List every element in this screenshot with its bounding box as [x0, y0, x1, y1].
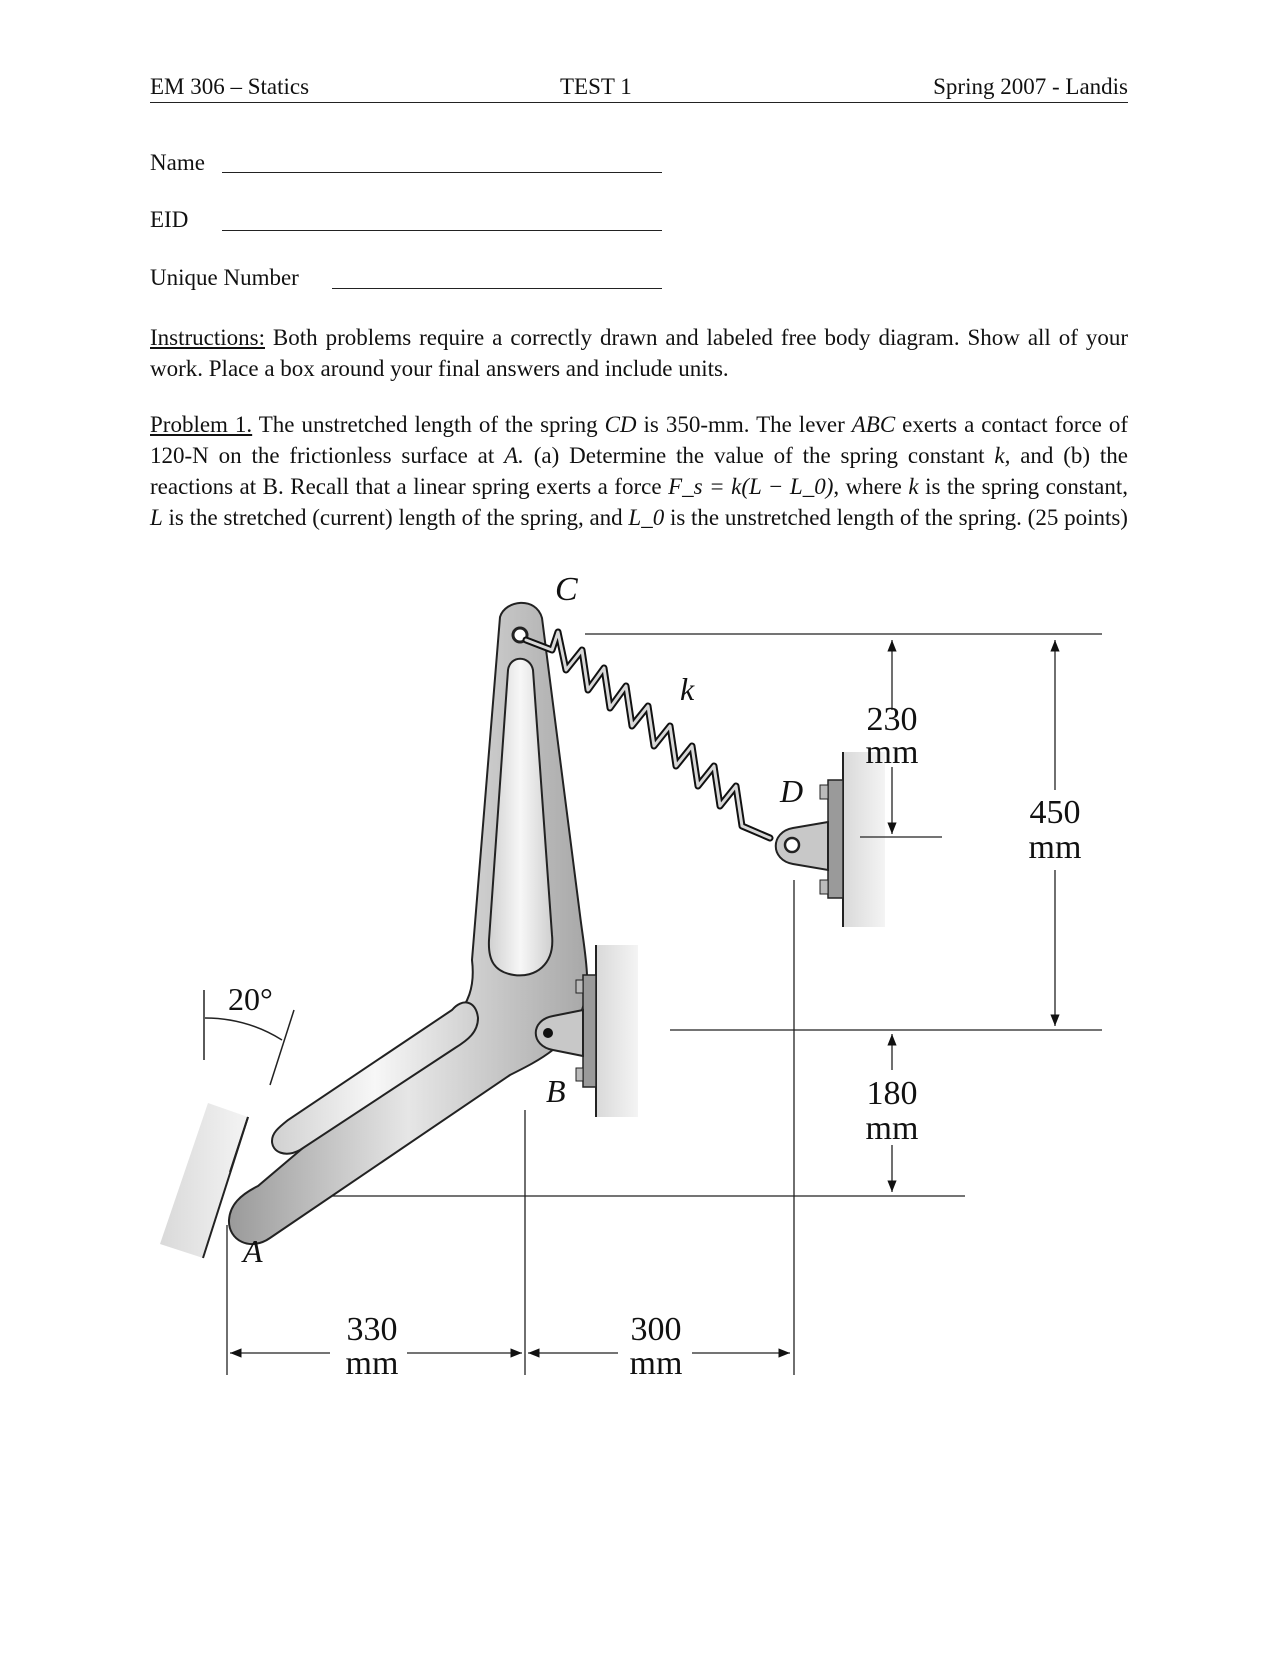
k-ref-2: k	[908, 474, 919, 499]
plate-b	[583, 975, 596, 1087]
label-spring-k: k	[680, 671, 695, 707]
problem-text-8: is the stretched (current) length of the spring, and	[162, 505, 629, 530]
point-a-ref: A.	[504, 443, 524, 468]
dim-330-value: 330	[346, 1311, 398, 1348]
course-title: EM 306 – Statics	[150, 74, 310, 99]
term-label: Spring 2007 - Landis	[933, 74, 1128, 99]
problem-text-2: is 350-mm. The lever	[636, 412, 852, 437]
label-point-b: B	[546, 1073, 566, 1109]
l-ref: L	[150, 505, 163, 530]
dim-230-value: 230	[866, 701, 918, 738]
pin-b	[543, 1028, 553, 1038]
problem-text-6: , where	[833, 474, 909, 499]
dim-230-unit: mm	[865, 734, 919, 771]
eid-label: EID	[150, 207, 189, 232]
dim-300-unit: mm	[629, 1345, 683, 1382]
dim-180-value: 180	[866, 1075, 918, 1112]
label-angle: 20°	[228, 981, 273, 1017]
dim-450-unit: mm	[1028, 829, 1082, 866]
wall-b	[596, 945, 638, 1117]
instructions-text: Both problems require a correctly drawn and labeled free body diagram. Show all of your work. Place a box around your final answers and include units.	[150, 325, 1128, 381]
dim-300-value: 300	[630, 1311, 682, 1348]
unique-number-label: Unique Number	[150, 265, 299, 290]
bracket-d	[776, 822, 828, 870]
dim-180-unit: mm	[865, 1110, 919, 1147]
label-point-c: C	[555, 571, 578, 608]
problem-text-5: and (b) the reactions at B. Recall that a linear spring exerts a force	[150, 443, 1129, 499]
lever-abc	[229, 603, 587, 1244]
label-point-a: A	[243, 1233, 263, 1269]
label-point-d: D	[780, 773, 804, 809]
dimension-lines	[227, 634, 1102, 1375]
k-ref-1: k,	[994, 443, 1011, 468]
l0-ref: L_0	[628, 505, 665, 530]
plate-d	[828, 780, 843, 898]
test-title: TEST 1	[560, 74, 632, 99]
problem-text-4: (a) Determine the value of the spring constant	[523, 443, 995, 468]
spring-formula: F_s = k(L − L_0)	[668, 474, 834, 499]
instructions-label: Instructions:	[150, 325, 265, 350]
name-label: Name	[150, 150, 205, 175]
spring-name: CD	[604, 412, 637, 437]
problem-text-9: is the unstretched length of the spring. (25 points)	[664, 505, 1128, 530]
wall-d	[843, 752, 885, 927]
dim-450-value: 450	[1029, 794, 1081, 831]
problem-text-1: The unstretched length of the spring	[252, 412, 605, 437]
problem-text-3: exerts a contact force of 120-N on the frictionless surface at	[150, 412, 1128, 468]
lever-name: ABC	[851, 412, 896, 437]
dim-330-unit: mm	[345, 1345, 399, 1382]
problem-text-7: is the spring constant,	[918, 474, 1129, 499]
problem-label: Problem 1.	[150, 412, 253, 437]
